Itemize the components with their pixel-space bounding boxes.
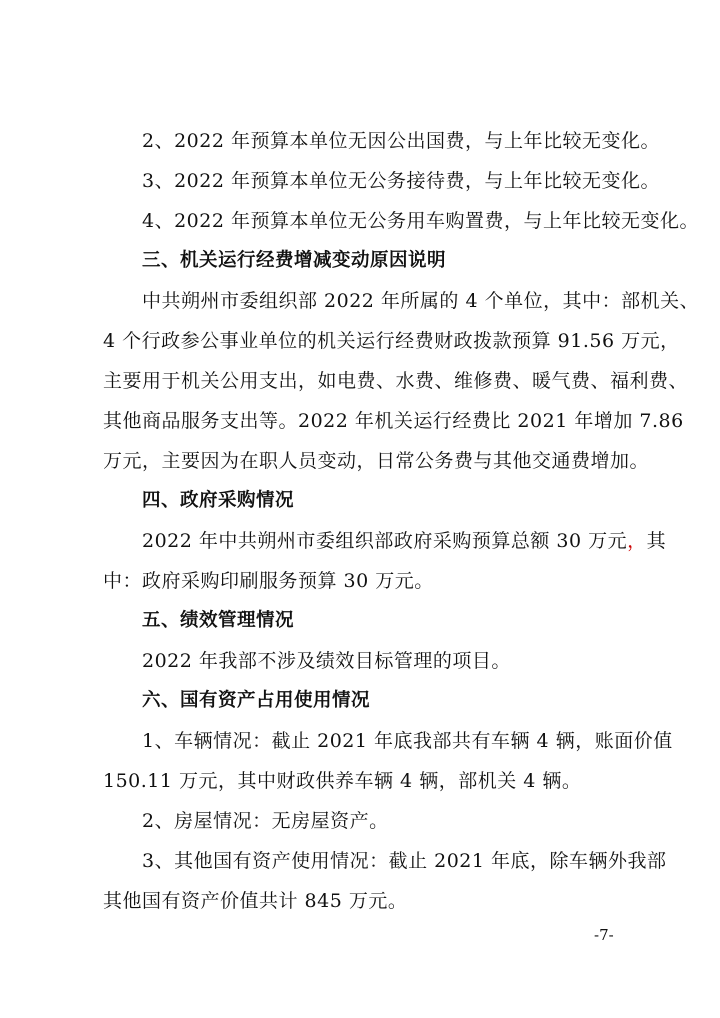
paragraph-line: 150.11 万元，其中财政供养车辆 4 辆，部机关 4 辆。 [103, 770, 582, 792]
page-number: -7- [594, 926, 614, 944]
paragraph-line: 4 个行政参公事业单位的机关运行经费财政拨款预算 91.56 万元， [103, 330, 680, 352]
paragraph-line: 2、2022 年预算本单位无因公出国费，与上年比较无变化。 [142, 130, 660, 152]
red-comma: ， [627, 530, 647, 552]
paragraph-line: 中共朔州市委组织部 2022 年所属的 4 个单位，其中：部机关、 [142, 290, 700, 312]
paragraph-text: 其 [646, 530, 667, 552]
paragraph-line: 3、2022 年预算本单位无公务接待费，与上年比较无变化。 [142, 170, 660, 192]
paragraph-line: 其他国有资产价值共计 845 万元。 [103, 890, 408, 912]
paragraph-line: 4、2022 年预算本单位无公务用车购置费，与上年比较无变化。 [142, 210, 699, 232]
section-heading-3: 三、机关运行经费增减变动原因说明 [142, 250, 447, 271]
paragraph-line: 中：政府采购印刷服务预算 30 万元。 [103, 570, 434, 592]
section-heading-6: 六、国有资产占用使用情况 [142, 690, 371, 711]
paragraph-line [142, 528, 666, 554]
paragraph-line: 其他商品服务支出等。2022 年机关运行经费比 2021 年增加 7.86 [103, 410, 684, 432]
section-heading-5: 五、绩效管理情况 [142, 610, 295, 631]
paragraph-line: 1、车辆情况：截止 2021 年底我部共有车辆 4 辆，账面价值 [142, 730, 673, 752]
paragraph-line: 万元，主要因为在职人员变动，日常公务费与其他交通费增加。 [103, 450, 650, 472]
paragraph-line: 3、其他国有资产使用情况：截止 2021 年底，除车辆外我部 [142, 850, 667, 872]
section-heading-4: 四、政府采购情况 [142, 490, 295, 511]
paragraph-line: 主要用于机关公用支出，如电费、水费、维修费、暖气费、福利费、 [103, 370, 689, 392]
paragraph-line: 2022 年我部不涉及绩效目标管理的项目。 [142, 650, 511, 672]
paragraph-text: 2022 年中共朔州市委组织部政府采购预算总额 30 万元 [142, 530, 628, 552]
paragraph-line: 2、房屋情况：无房屋资产。 [142, 810, 389, 832]
